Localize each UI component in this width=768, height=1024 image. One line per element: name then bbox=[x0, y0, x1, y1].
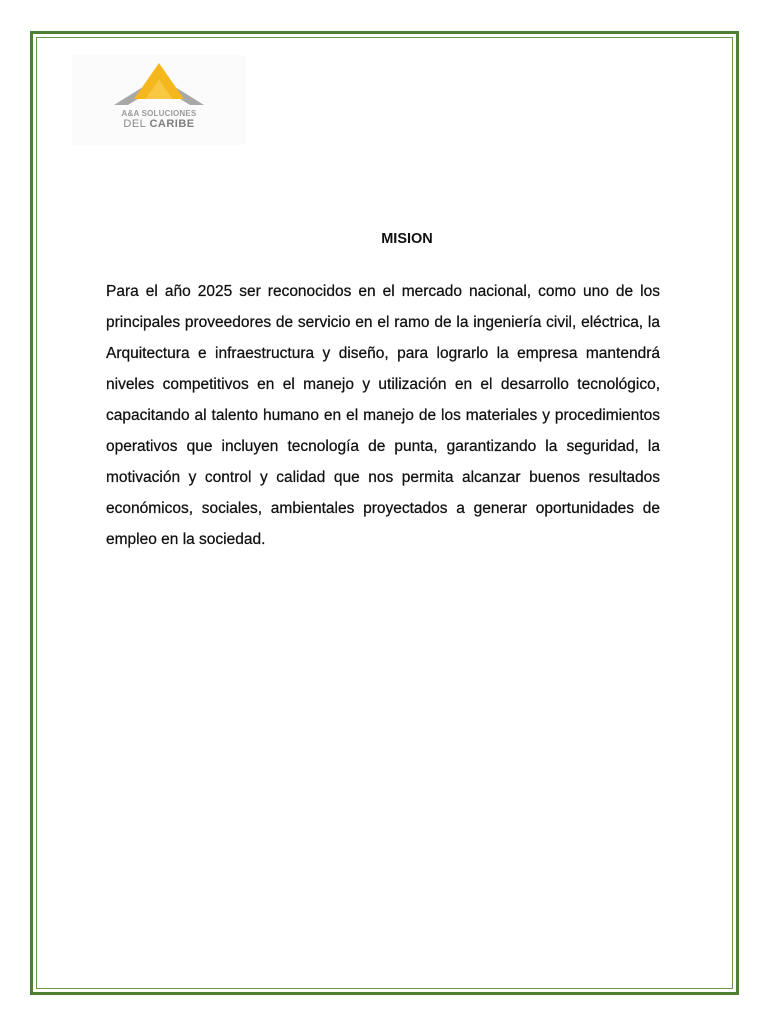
triangle-logo-icon bbox=[104, 61, 214, 111]
logo-text-prefix: DEL bbox=[123, 118, 150, 130]
logo-text-strong: CARIBE bbox=[149, 118, 195, 130]
logo-text-top: A&A SOLUCIONES bbox=[121, 109, 197, 118]
logo-text-bottom bbox=[72, 118, 246, 130]
mission-title: MISION bbox=[381, 231, 433, 247]
mission-paragraph: Para el año 2025 ser reconocidos en el mercado nacional, como uno de los principales proveedores de servicio en el ramo de la ingeniería civil, eléctrica, la Arquitectura e infraestructura y diseño, para lograrlo la empresa mantendrá niveles competitivos en el manejo y utilización en el desarrollo tecnológico, capacitando al talento humano en el manejo de los materiales y procedimientos operativos que incluyen tecnología de punta, garantizando la seguridad, la motivación y control y calidad que nos permita alcanzar buenos resultados económicos, sociales, ambientales proyectados a generar oportunidades de empleo en la sociedad. bbox=[106, 283, 660, 548]
company-logo bbox=[72, 55, 246, 145]
